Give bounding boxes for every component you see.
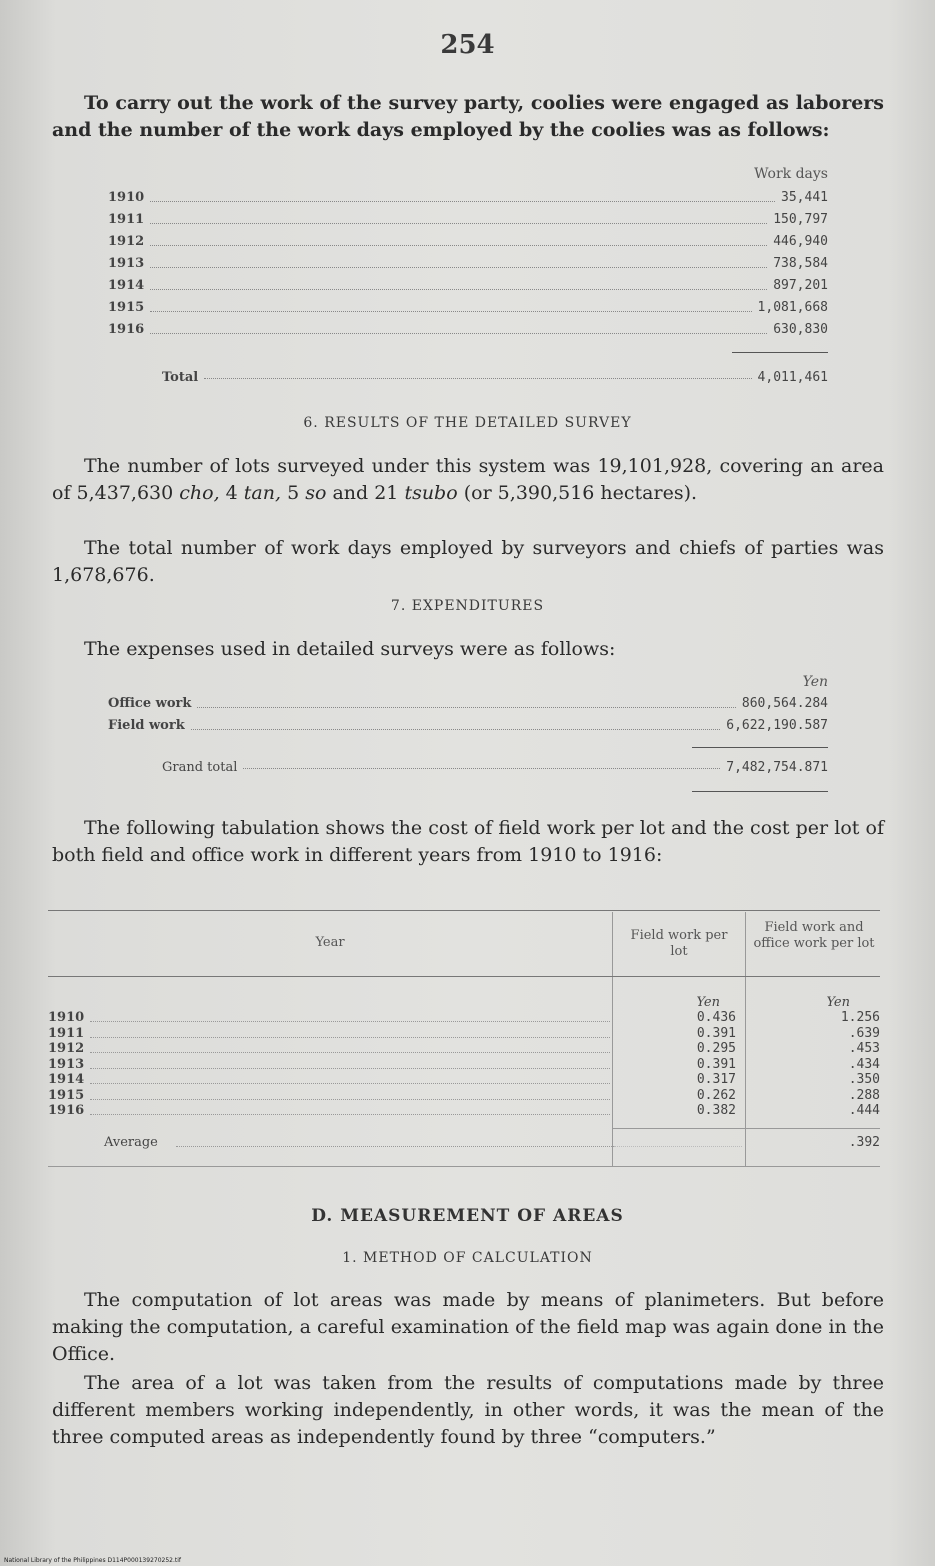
year-label: 1910 [108, 190, 145, 205]
work-days-value: 897,201 [773, 278, 828, 293]
column-header-year: Year [315, 935, 345, 950]
expenditures-rule-bottom [692, 791, 828, 792]
grand-total-value: 7,482,754.871 [726, 760, 828, 775]
work-days-total-label: Total [162, 370, 199, 385]
work-days-list [108, 190, 828, 344]
work-days-total-rule [732, 352, 828, 353]
table-row [48, 1103, 880, 1119]
expense-label: Office work [108, 696, 192, 711]
year-label: 1916 [108, 322, 145, 337]
work-days-header: Work days [754, 166, 828, 182]
year-label: 1913 [108, 256, 145, 271]
section-d-heading: D. MEASUREMENT OF AREAS [311, 1206, 624, 1226]
leader-dots [150, 288, 767, 290]
table-bottom-rule [48, 1166, 880, 1167]
work-days-row [108, 300, 828, 322]
table-row [48, 1026, 880, 1042]
leader-dots [90, 1114, 610, 1115]
year-cell: 1913 [48, 1056, 85, 1072]
year-label: 1912 [108, 234, 145, 249]
expenditures-list [108, 696, 828, 740]
leader-dots [614, 1146, 742, 1147]
field-office-cost-cell: .444 [848, 1103, 880, 1118]
year-cell: 1912 [48, 1041, 85, 1056]
work-days-total-value: 4,011,461 [757, 370, 828, 385]
table-header-rule [48, 976, 880, 977]
work-days-row [108, 190, 828, 212]
cost-table-body [48, 1010, 880, 1119]
table-top-rule [48, 910, 880, 911]
section-d-subheading: 1. METHOD OF CALCULATION [342, 1250, 593, 1266]
year-label: 1911 [108, 212, 145, 227]
work-days-row [108, 212, 828, 234]
year-cell: 1914 [48, 1072, 85, 1087]
leader-dots [90, 1021, 610, 1022]
field-cost-cell: 0.391 [696, 1025, 736, 1041]
average-row [48, 1135, 880, 1153]
table-row [48, 1072, 880, 1088]
field-office-cost-cell: .434 [848, 1056, 880, 1072]
field-cost-cell: 0.382 [696, 1103, 736, 1118]
intro-paragraph [52, 90, 884, 144]
section-7-paragraph: The expenses used in detailed surveys were as follows: [84, 638, 616, 660]
leader-dots [90, 1037, 610, 1038]
table-row [48, 1057, 880, 1073]
leader-dots [90, 1083, 610, 1084]
year-label: 1914 [108, 278, 145, 293]
leader-dots [90, 1052, 610, 1053]
expenditures-yen-header: Yen [802, 674, 828, 690]
leader-dots [197, 706, 736, 708]
field-office-cost-cell: .350 [848, 1072, 880, 1087]
average-label: Average [104, 1135, 158, 1150]
grand-total-row [162, 760, 828, 775]
expenditures-rule-top [692, 747, 828, 748]
work-days-row [108, 256, 828, 278]
leader-dots [150, 200, 775, 202]
section-6-heading: 6. RESULTS OF THE DETAILED SURVEY [303, 415, 632, 431]
section-6-paragraph-1: The number of lots surveyed under this system was 19,101,928, covering an area of 5,437,630 cho, 4 tan, 5 so and 21 tsubo (or 5,390,516 hectares). [52, 455, 884, 504]
field-cost-cell: 0.317 [696, 1072, 736, 1087]
year-cell: 1915 [48, 1087, 85, 1103]
leader-dots [176, 1146, 656, 1147]
work-days-total-row [162, 370, 828, 385]
column-header-field-work: Field work per lot [630, 928, 728, 959]
leader-dots [150, 222, 767, 224]
unit-field-yen: Yen [696, 995, 720, 1010]
work-days-row [108, 234, 828, 256]
leader-dots [204, 377, 751, 379]
leader-dots [90, 1068, 610, 1069]
work-days-value: 446,940 [773, 234, 828, 249]
work-days-row [108, 278, 828, 300]
expense-row [108, 696, 828, 718]
field-cost-cell: 0.262 [696, 1087, 736, 1103]
work-days-value: 630,830 [773, 322, 828, 337]
grand-total-label: Grand total [162, 760, 238, 775]
field-office-cost-cell: .288 [848, 1087, 880, 1103]
work-days-value: 150,797 [773, 212, 828, 227]
expense-value: 860,564.284 [741, 696, 828, 711]
table-row [48, 1088, 880, 1104]
section-d-paragraph-1: The computation of lot areas was made by means of planimeters. But before making the computation, a careful examination of the field map was again done in the Office. [52, 1289, 884, 1365]
page-number: 254 [440, 30, 495, 60]
field-office-cost-cell: 1.256 [840, 1010, 880, 1025]
expense-label: Field work [108, 718, 185, 733]
work-days-value: 738,584 [773, 256, 828, 271]
tabulation-paragraph: The following tabulation shows the cost of field work per lot and the cost per lot of both field and office work in different years from 1910 to 1916: [52, 817, 884, 866]
leader-dots [150, 266, 767, 268]
year-cell: 1910 [48, 1010, 85, 1025]
expense-value: 6,622,190.587 [726, 718, 828, 733]
leader-dots [150, 332, 767, 334]
leader-dots [191, 728, 721, 730]
leader-dots [150, 310, 751, 312]
field-cost-cell: 0.295 [696, 1041, 736, 1056]
section-7-heading: 7. EXPENDITURES [390, 598, 545, 614]
field-office-cost-cell: .453 [848, 1041, 880, 1056]
unit-both-yen: Yen [826, 995, 850, 1010]
leader-dots [243, 767, 720, 769]
year-label: 1915 [108, 300, 145, 315]
leader-dots [90, 1099, 610, 1100]
field-cost-cell: 0.436 [696, 1010, 736, 1025]
section-d-paragraph-2: The area of a lot was taken from the results of computations made by three different members working independently, in other words, it was the mean of the three computed areas as independently found by three “computers.” [52, 1372, 884, 1448]
expense-row [108, 718, 828, 740]
work-days-value: 35,441 [781, 190, 828, 205]
table-average-rule [612, 1128, 880, 1129]
year-cell: 1916 [48, 1103, 85, 1118]
intro-paragraph-text: To carry out the work of the survey party, coolies were engaged as laborers and the number of the work days employed by the coolies was as follows: [52, 92, 884, 141]
field-cost-cell: 0.391 [696, 1056, 736, 1072]
scan-footer: National Library of the Philippines D114P000139270252.tif [4, 1557, 182, 1564]
leader-dots [150, 244, 767, 246]
table-row [48, 1010, 880, 1026]
average-value: .392 [848, 1135, 880, 1150]
table-row [48, 1041, 880, 1057]
section-6-paragraph-2: The total number of work days employed by surveyors and chiefs of parties was 1,678,676. [52, 537, 884, 586]
field-office-cost-cell: .639 [848, 1025, 880, 1041]
work-days-value: 1,081,668 [757, 300, 828, 315]
work-days-row [108, 322, 828, 344]
year-cell: 1911 [48, 1025, 85, 1041]
column-header-field-and-office: Field work and office work per lot [753, 920, 875, 951]
